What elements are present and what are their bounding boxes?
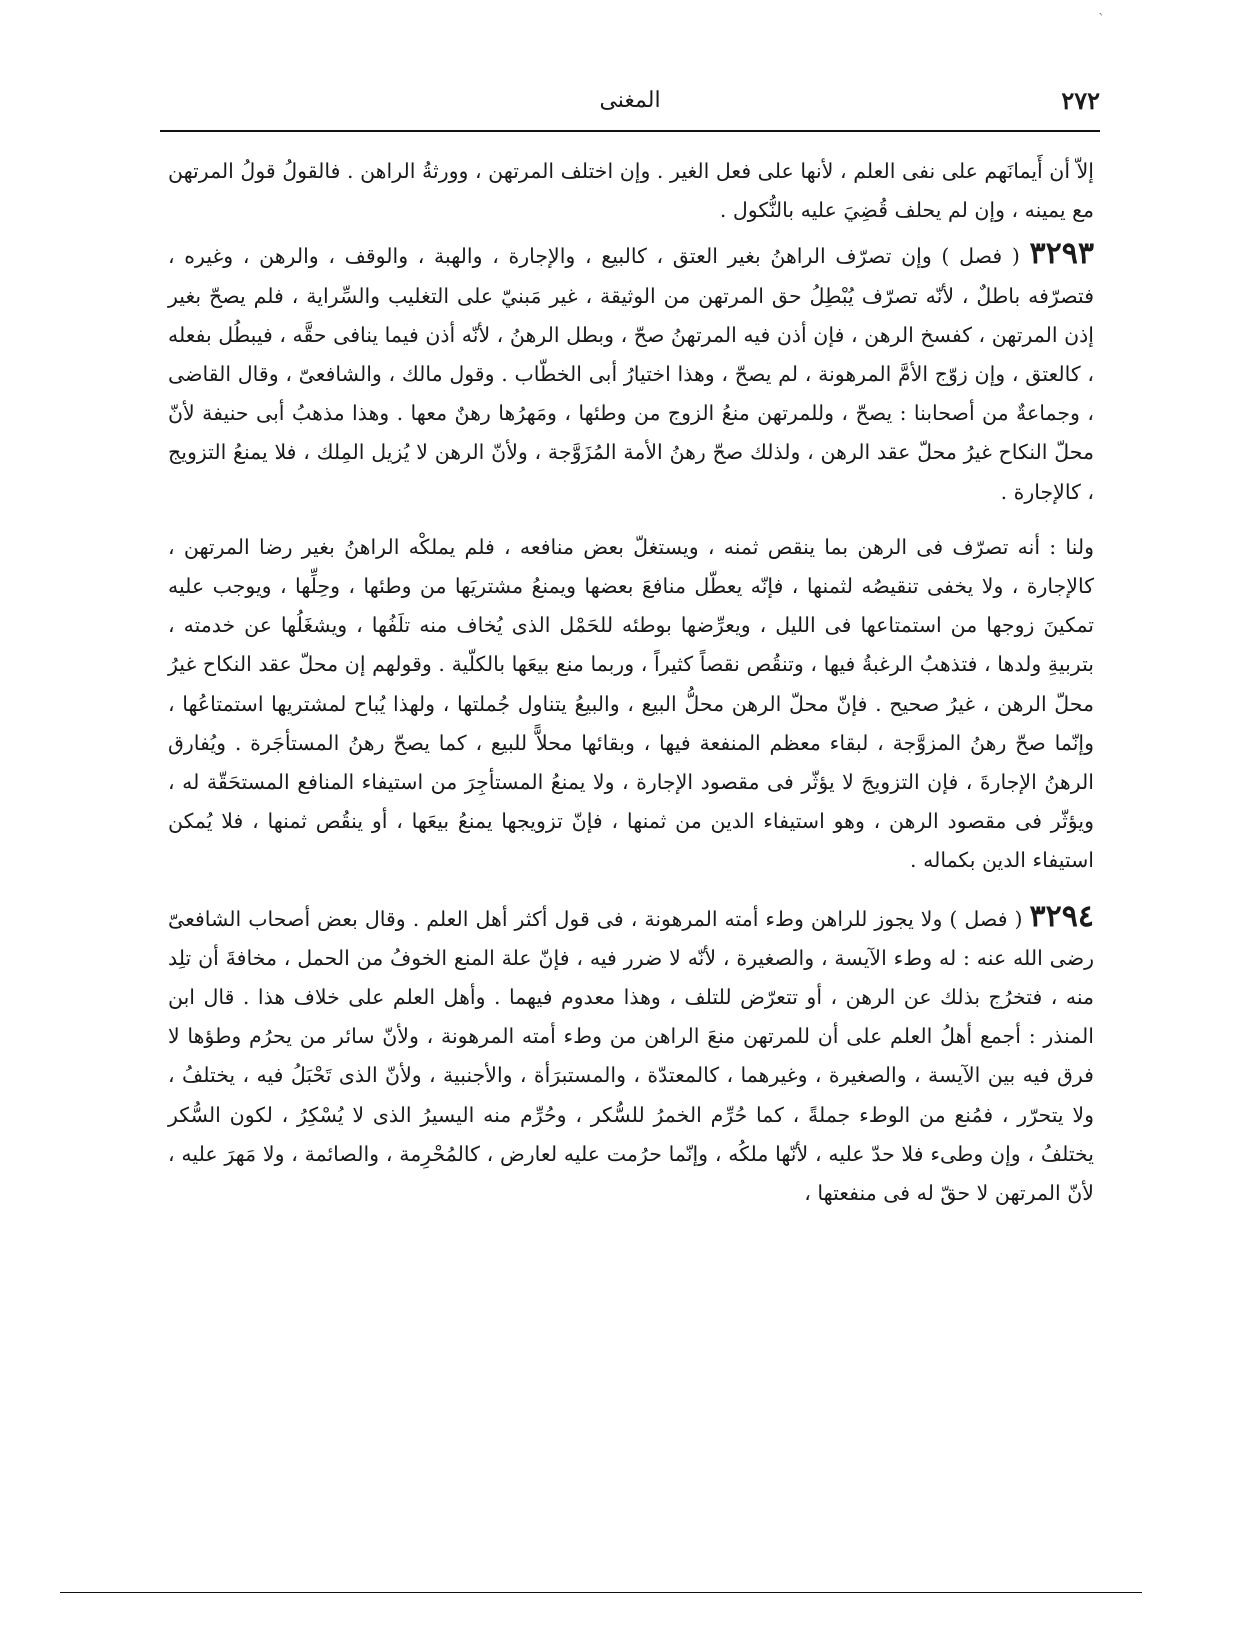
running-title: المغنى [599, 88, 661, 113]
section-number: ٣٢٩٣ [1029, 236, 1094, 272]
section-number: ٣٢٩٤ [1029, 898, 1094, 934]
page-header [160, 82, 1100, 122]
paragraph [168, 897, 1094, 1214]
page-body [168, 148, 1094, 1213]
header-rule [160, 130, 1100, 132]
footer-rule [60, 1592, 1142, 1593]
paragraph-text: ولنا : أنه تصرّف فى الرهن بما ينقص ثمنه ، ويستغلّ بعض منافعه ، فلم يملكْه الراهنُ بغير رضا المرتهن ، كالإجارة ، ولا يخفى تنقيصُه لثمنها ، فإنّه يعطّل منافعَ بعضها ويمنعُ مشتريَها من وطئها ، وحِلِّها ، ويوجب عليه تمكينَ زوجها من استمتاعها فى الليل ، ويعرِّضها بوطئه للحَمْل الذى يُخاف منه تلَفُها ، ويشغَلُها عن خدمته ، بتربيةِ ولدها ، فتذهبُ الرغبةُ فيها ، وتنقُص نقصاً كثيراً ، وربما منع بيعَها بالكلّية . وقولهم إن محلّ عقد النكاح غيرُ محلّ الرهن ، غيرُ صحيح . فإنّ محلّ الرهن محلُّ البيع ، والبيعُ يتناول جُملتها ، ولهذا يُباح لمشتريها استمتاعُها ، وإنّما صحّ رهنُ المزوَّجة ، لبقاء معظم المنفعة فيها ، وبقائها محلاًّ للبيع ، كما يصحّ رهنُ المستأجَرة . ويُفارق الرهنُ الإجارةَ ، فإن التزويجَ لا يؤثّر فى مقصود الإجارة ، ولا يمنعُ المستأجِرَ من استيفاء المنافع المستحَقّة له ، ويؤثّر فى مقصود الرهن ، وهو استيفاء الدين من ثمنها ، فإنّ تزويجها يمنعُ بيعَها ، أو ينقُص ثمنها ، فلا يُمكن استيفاء الدين بكماله . [168, 534, 1094, 873]
paragraph [168, 152, 1094, 230]
paragraph-text: ( فصل ) ولا يجوز للراهن وطء أمته المرهونة ، فى قول أكثر أهل العلم . وقال بعض أصحاب الشافعىّ رضى الله عنه : له وطء الآيسة ، والصغيرة ، لأنّه لا ضرر فيه ، فإنّ علة المنع الخوفُ من الحمل ، مخافةَ أن تلِد منه ، فتخرُج بذلك عن الرهن ، أو تتعرّض للتلف ، وهذا معدوم فيهما . وأهل العلم على خلاف هذا . قال ابن المنذر : أجمع أهلُ العلم على أن للمرتهن منعَ الراهن من وطء أمته المرهونة ، ولأنّ سائر من يحرُم وطؤها لا فرق فيه بين الآيسة ، والصغيرة ، وغيرهما ، كالمعتدّة ، والمستبرَأة ، والأجنبية ، ولأنّ الذى تَحْبَلُ فيه ، يختلفُ ، ولا يتحرّر ، فمُنع من الوطء جملةً ، كما حُرِّم الخمرُ للسُّكر ، وحُرِّم منه اليسيرُ الذى لا يُسْكِرُ ، لكون السُّكر يختلفُ ، وإن وطىء فلا حدّ عليه ، لأنّها ملكُه ، وإنّما حرُمت عليه لعارض ، كالمُحْرِمة ، والصائمة ، ولا مَهرَ عليه ، لأنّ المرتهن لا حقّ له فى منفعتها ، [168, 906, 1094, 1206]
paragraph [168, 234, 1094, 511]
paragraph-text: إلاّ أن أَيمانَهم على نفى العلم ، لأنها على فعل الغير . وإن اختلف المرتهن ، وورثةُ الراهن . فالقولُ قولُ المرتهن مع يمينه ، وإن لم يحلف قُضِيَ عليه بالنُّكول . [168, 159, 1094, 223]
paragraph-text: ( فصل ) وإن تصرّف الراهنُ بغير العتق ، كالبيع ، والإجارة ، والهبة ، والوقف ، والرهن ، وغيره ، فتصرّفه باطلٌ ، لأنّه تصرّف يُبْطِلُ حق المرتهن من الوثيقة ، غير مَبنيّ على التغليب والسِّراية ، فلم يصحّ بغير إذن المرتهن ، كفسخ الرهن ، فإن أذن فيه المرتهنُ صحّ ، وبطل الرهنُ ، لأنّه أذن فيما ينافى حقَّه ، فيبطُل بفعله ، كالعتق ، وإن زوّج الأمَّ المرهونة ، لم يصحّ ، وهذا اختيارُ أبى الخطّاب . وقول مالك ، والشافعىّ ، وقال القاضى ، وجماعةٌ من أصحابنا : يصحّ ، وللمرتهن منعُ الزوج من وطئها ، ومَهرُها رهنٌ معها . وهذا مذهبُ أبى حنيفة لأنّ محلّ النكاح غيرُ محلّ عقد الرهن ، ولذلك صحّ رهنُ الأمة المُزَوَّجة ، ولأنّ الرهن لا يُزيل المِلك ، فلا يمنعُ التزويج ، كالإجارة . [168, 244, 1094, 504]
scan-mark: ˋ [1098, 12, 1105, 28]
page-number: ٢٧٢ [1061, 86, 1100, 115]
paragraph [168, 528, 1094, 881]
